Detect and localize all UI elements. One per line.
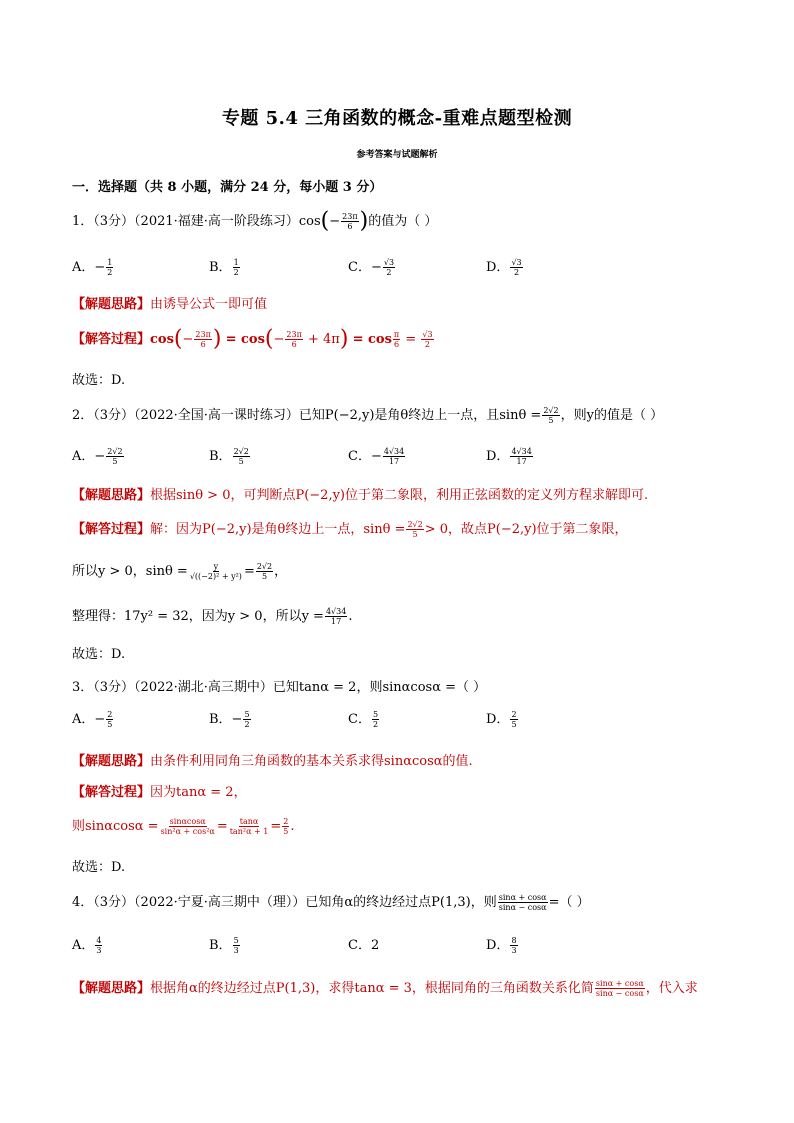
q3-option-b: B．− $\frac{5}{2}$: [209, 710, 250, 729]
q2-hint: 【解题思路】根据sinθ > 0，可判断点P(−2,y)位于第二象限，利用正弦函数的定义列方程求解即可.: [72, 488, 649, 503]
q4-option-c: C．2: [348, 938, 380, 953]
q2-option-c: C．− $\frac{4√34}{17}$: [348, 447, 405, 466]
q4-option-b: B． $\frac{5}{3}$: [209, 936, 239, 955]
q3-process-line-1: 【解答过程】因为tanα = 2，: [72, 785, 247, 800]
q3-hint: 【解题思路】由条件利用同角三角函数的基本关系求得sinαcosα的值.: [72, 754, 473, 769]
section-heading: 一．选择题（共 8 小题，满分 24 分，每小题 3 分）: [72, 180, 383, 195]
q2-process-line-2: 所以y > 0，sinθ = $\frac{y}{\text{√((−2)² + y²)}}$ = $\frac{2√2}{5}$ ，: [72, 562, 288, 581]
q2-answer: 故选：D.: [72, 647, 126, 662]
q3-option-d: D． $\frac{2}{5}$: [486, 710, 517, 729]
q2-process-line-1: 【解答过程】解：因为P(−2,y)是角θ终边上一点，sinθ = $\frac{2√2}{5}$ > 0，故点P(−2,y)位于第二象限，: [72, 520, 628, 539]
q2-option-d: D． $\frac{4√34}{17}$: [486, 447, 532, 466]
q2-process-line-3: 整理得：17y² = 32，因为y > 0，所以y = $\frac{4√34}{17}$ .: [72, 607, 353, 626]
q1-option-c: C．− $\frac{√3}{2}$: [348, 258, 395, 277]
q3-answer: 故选：D.: [72, 860, 126, 875]
q1-option-a: A．− $\frac{1}{2}$: [72, 258, 113, 277]
q1-hint: 【解题思路】由诱导公式一即可值: [72, 297, 268, 312]
page-title: 专题 5.4 三角函数的概念-重难点题型检测: [221, 108, 573, 129]
q3-option-a: A．− $\frac{2}{5}$: [72, 710, 113, 729]
q2-option-b: B． $\frac{2√2}{5}$: [209, 447, 249, 466]
q4-option-d: D． $\frac{8}{3}$: [486, 936, 517, 955]
q2-option-a: A．− $\frac{2√2}{5}$: [72, 447, 123, 466]
question-2-stem: 2．（3分）（2022·全国·高一课时练习）已知P(−2,y)是角θ终边上一点，且sinθ = $\frac{2√2}{5}$ ，则y的值是（ ）: [72, 406, 664, 425]
q3-option-c: C． $\frac{5}{2}$: [348, 710, 379, 729]
q1-process: 【解答过程】cos(− $\frac{23\pi}{6}$ ) = cos(− $\frac{23\pi}{6}$ + 4π) = cos $\frac{\pi}{6}$ = $\frac{√3}{2}$: [72, 326, 433, 352]
q4-hint: 【解题思路】根据角α的终边经过点P(1,3)，求得tanα = 3，根据同角的三角函数关系化简 $\frac{\sin\alpha + \cos\alpha}{\sin\alpha - \cos\alpha}$ ，代入求: [72, 979, 698, 998]
question-3-stem: 3．（3分）（2022·湖北·高三期中）已知tanα = 2，则sinαcosα =（ ）: [72, 680, 487, 695]
page-subtitle: 参考答案与试题解析: [356, 150, 438, 160]
q1-answer: 故选：D.: [72, 373, 126, 388]
question-4-stem: 4．（3分）（2022·宁夏·高三期中（理））已知角α的终边经过点P(1,3)，则 $\frac{\sin\alpha + \cos\alpha}{\sin\alpha - \cos\alpha}$ =（ ）: [72, 893, 590, 912]
q1-option-b: B． $\frac{1}{2}$: [209, 258, 239, 277]
q3-process-line-2: 则sinαcosα = $\frac{\sin\alpha\cos\alpha}{\text{sin²α + cos²α}}$ = $\frac{\tan\alpha}{\text{tan²α + 1}}$ = $\frac{2}{5}$ .: [72, 817, 295, 836]
question-1-stem: 1．（3分）（2021·福建·高一阶段练习）cos(− $\frac{23\pi}{6}$ )的值为（ ）: [72, 208, 438, 234]
q1-option-d: D． $\frac{√3}{2}$: [486, 258, 522, 277]
q4-option-a: A． $\frac{4}{3}$: [72, 936, 102, 955]
